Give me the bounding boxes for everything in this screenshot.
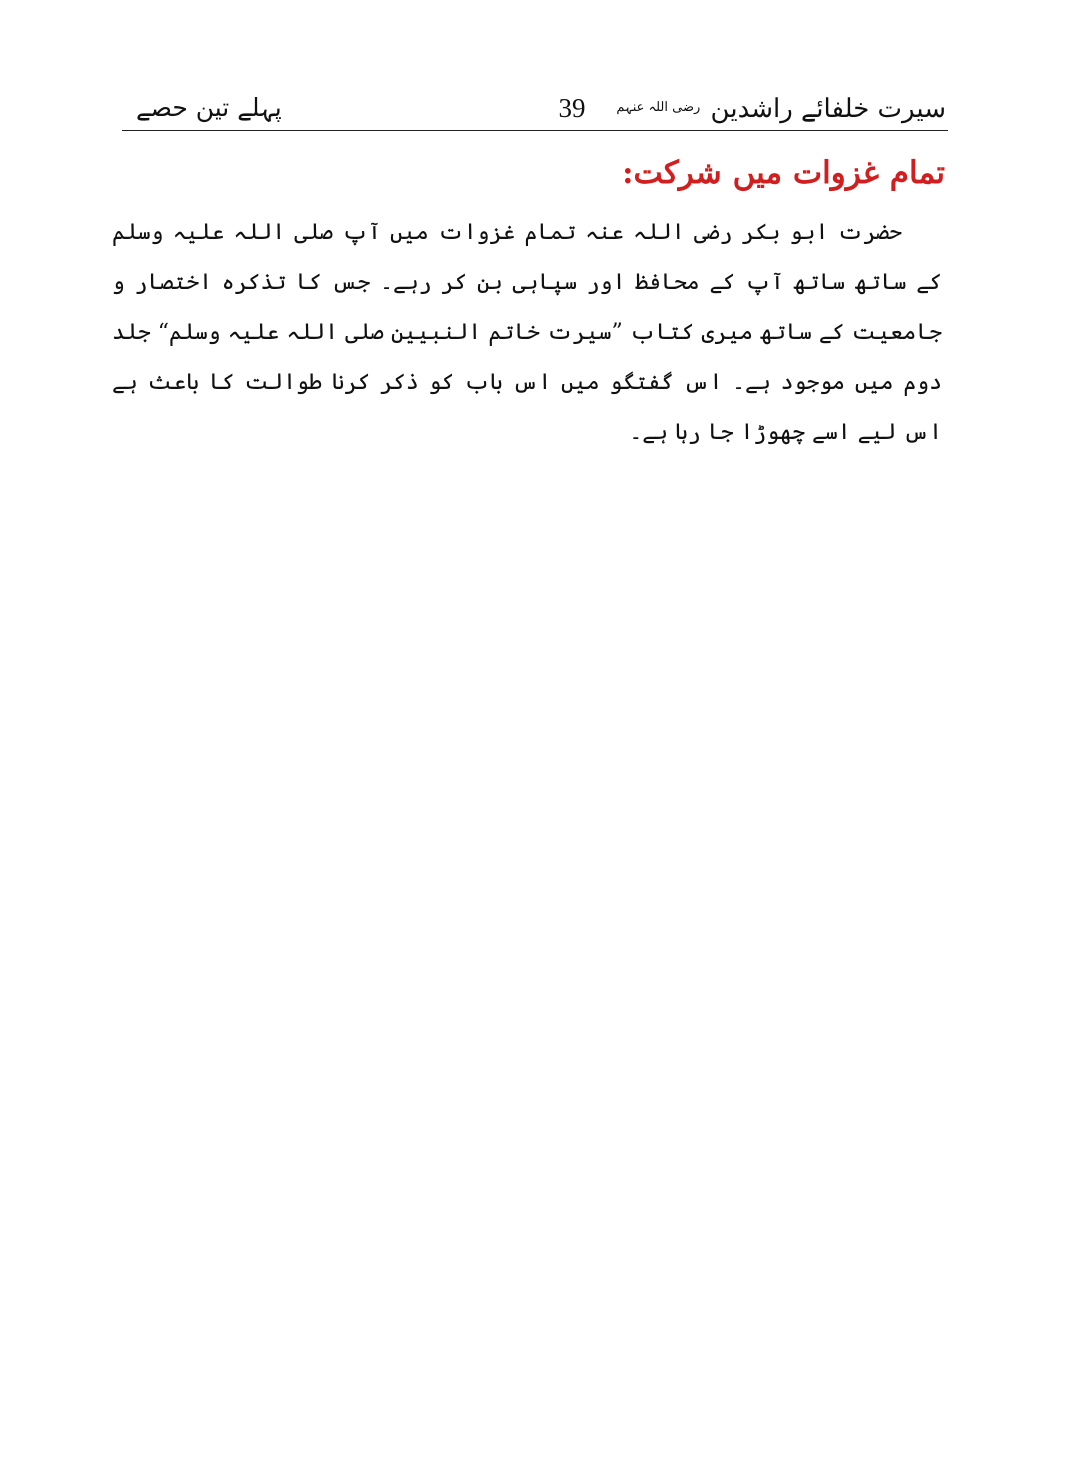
page-number: 39: [558, 93, 586, 123]
honorific-mark: رضی اللہ عنہم: [616, 100, 701, 115]
part-label: پہلے تین حصے: [136, 93, 282, 122]
book-title-header: [616, 92, 946, 125]
body-text: [112, 208, 942, 458]
section-heading: تمام غزوات میں شرکت:: [622, 155, 945, 191]
running-header: [122, 84, 948, 131]
paragraph: حضرت ابو بکر رضی اللہ عنہ تمام غزوات میں آپ صلی اللہ علیہ وسلم کے ساتھ ساتھ آپ کے محافظ اور سپاہی بن کر رہے۔ جس کا تذکرہ اختصار و جامعیت کے ساتھ میری کتاب ”سیرت خاتم النبیین صلی اللہ علیہ وسلم“ جلد دوم میں موجود ہے۔ اس گفتگو میں اس باب کو ذکر کرنا طوالت کا باعث ہے اس لیے اسے چھوڑا جا رہا ہے۔: [112, 220, 942, 445]
book-title: سیرت خلفائے راشدین: [710, 94, 946, 124]
